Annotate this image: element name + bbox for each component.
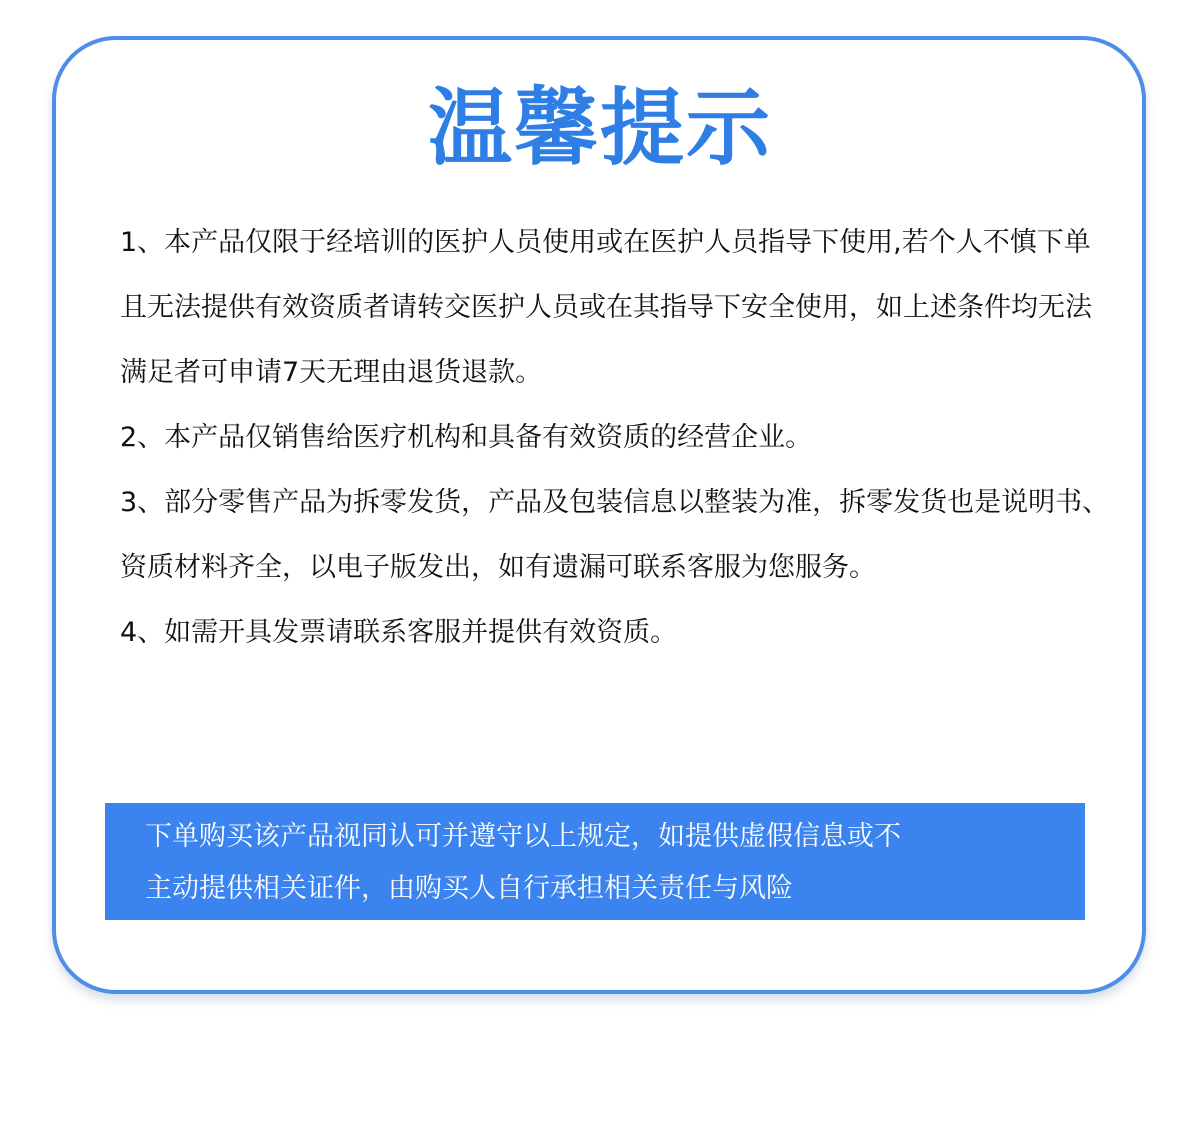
notice-item-3: 3、部分零售产品为拆零发货，产品及包装信息以整装为准，拆零发货也是说明书、资质材料齐全，以电子版发出，如有遗漏可联系客服为您服务。 <box>120 487 1110 583</box>
notice-item-2: 2、本产品仅销售给医疗机构和具备有效资质的经营企业。 <box>120 422 813 453</box>
page-title: 温馨提示 <box>427 79 772 177</box>
notice-item-4: 4、如需开具发票请联系客服并提供有效资质。 <box>120 617 678 648</box>
disclaimer-line-2: 主动提供相关证件，由购买人自行承担相关责任与风险 <box>145 873 793 904</box>
notice-list <box>120 210 1110 665</box>
disclaimer-line-1: 下单购买该产品视同认可并遵守以上规定，如提供虚假信息或不 <box>145 821 901 852</box>
disclaimer-banner <box>105 803 1085 920</box>
notice-item-1: 1、本产品仅限于经培训的医护人员使用或在医护人员指导下使用,若个人不慎下单且无法提供有效资质者请转交医护人员或在其指导下安全使用，如上述条件均无法满足者可申请7天无理由退货退款。 <box>120 227 1092 388</box>
